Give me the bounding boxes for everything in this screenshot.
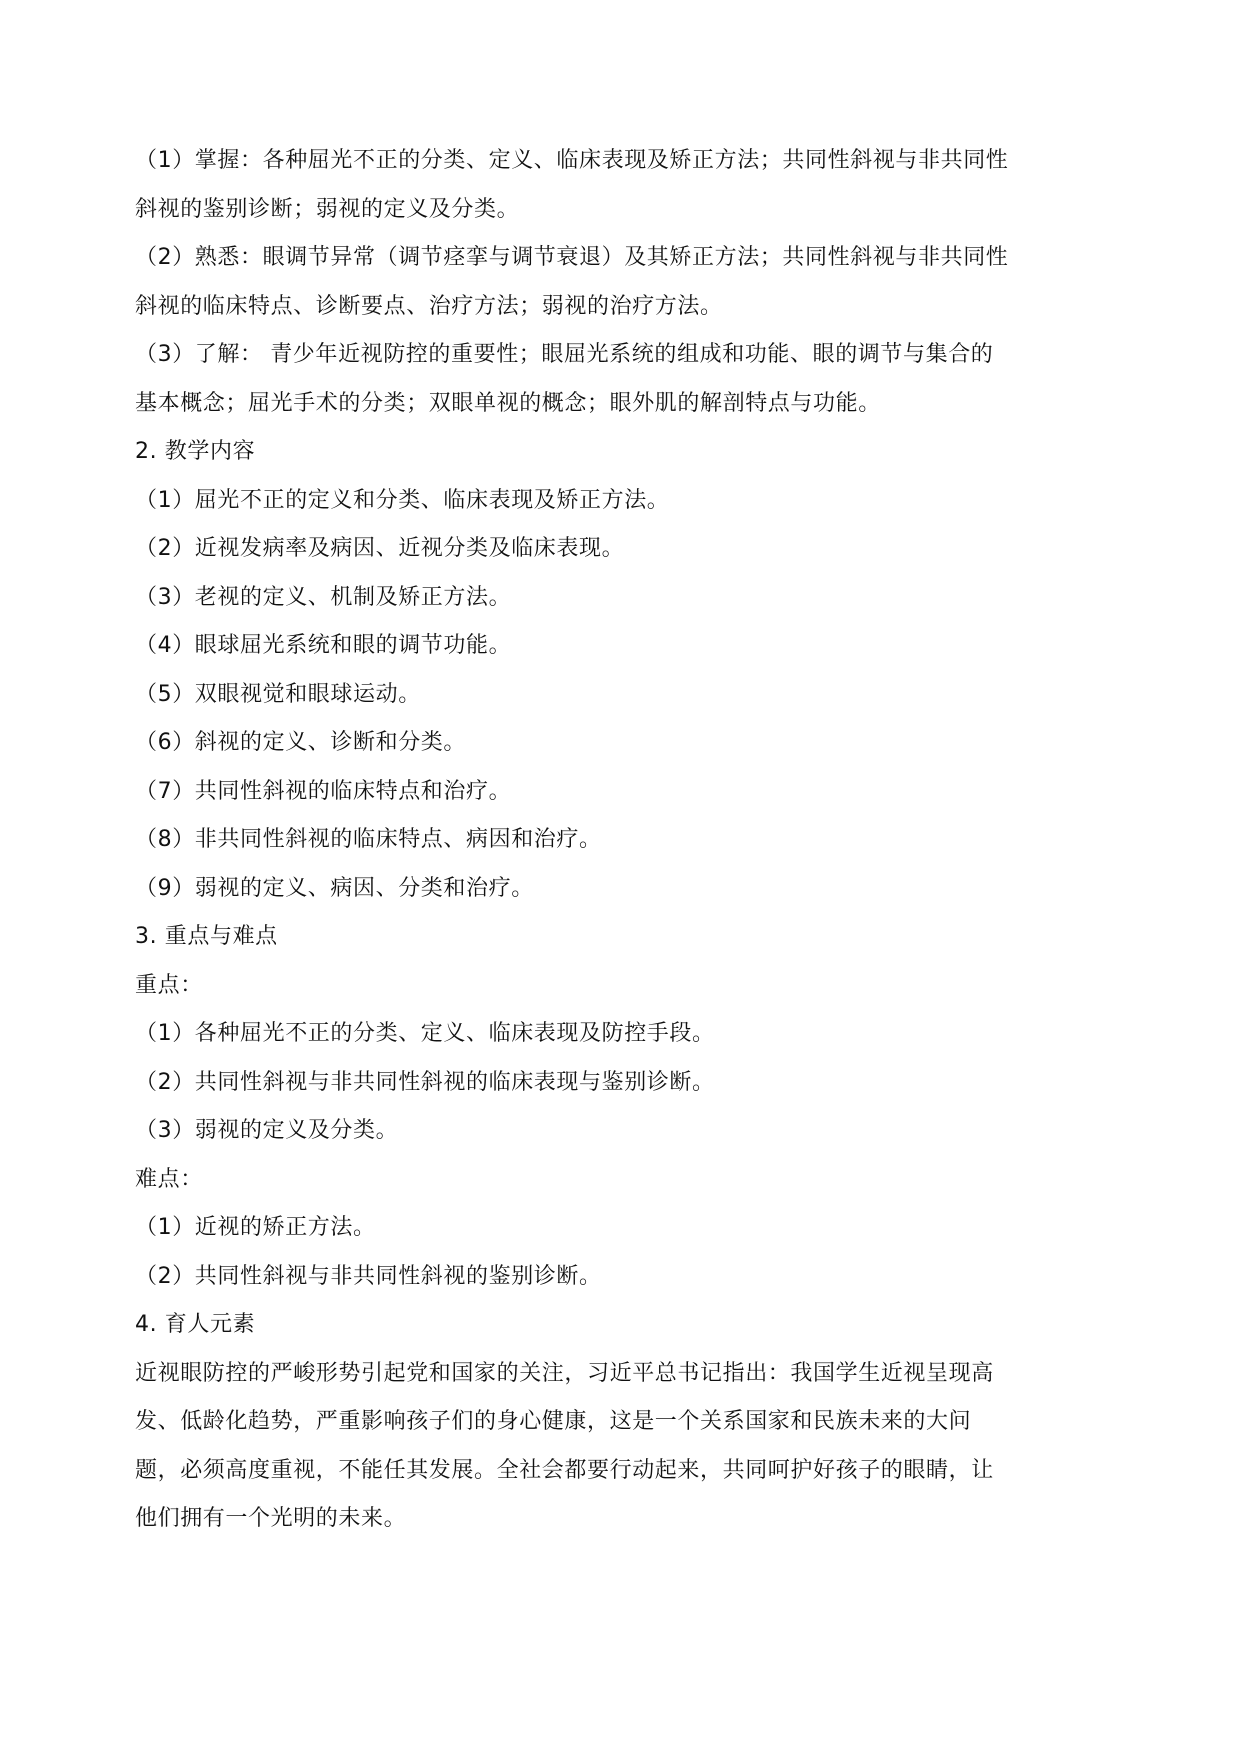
list-item: （7）共同性斜视的临床特点和治疗。	[135, 778, 512, 804]
section-heading-education: 4. 育人元素	[135, 1312, 256, 1337]
objective-understand-line-2: 基本概念；屈光手术的分类；双眼单视的概念；眼外肌的解剖特点与功能。	[135, 390, 881, 416]
list-item: （1）各种屈光不正的分类、定义、临床表现及防控手段。	[135, 1021, 715, 1046]
difficult-points-label: 难点：	[135, 1166, 203, 1192]
education-paragraph-line: 发、低龄化趋势，严重影响孩子们的身心健康，这是一个关系国家和民族未来的大问	[135, 1409, 972, 1434]
objective-familiar-line-1: （2）熟悉：眼调节异常（调节痉挛与调节衰退）及其矫正方法；共同性斜视与非共同性	[135, 245, 1009, 270]
section-heading-key-points: 3. 重点与难点	[135, 924, 278, 949]
education-paragraph-line: 他们拥有一个光明的未来。	[135, 1506, 407, 1531]
list-item: （8）非共同性斜视的临床特点、病因和治疗。	[135, 827, 602, 852]
list-item: （5）双眼视觉和眼球运动。	[135, 681, 421, 707]
list-item: （4）眼球屈光系统和眼的调节功能。	[135, 633, 512, 658]
list-item: （3）弱视的定义及分类。	[135, 1118, 399, 1143]
objective-understand-line-1: （3）了解： 青少年近视防控的重要性；眼屈光系统的组成和功能、眼的调节与集合的	[135, 342, 994, 367]
list-item: （1）屈光不正的定义和分类、临床表现及矫正方法。	[135, 487, 670, 513]
list-item: （2）共同性斜视与非共同性斜视的鉴别诊断。	[135, 1263, 602, 1289]
document-body	[135, 137, 1110, 1544]
key-points-label: 重点：	[135, 972, 203, 998]
list-item: （2）近视发病率及病因、近视分类及临床表现。	[135, 536, 625, 561]
objective-master-line-1: （1）掌握：各种屈光不正的分类、定义、临床表现及矫正方法；共同性斜视与非共同性	[135, 148, 1009, 173]
list-item: （1）近视的矫正方法。	[135, 1215, 376, 1240]
education-paragraph-line: 题，必须高度重视，不能任其发展。全社会都要行动起来，共同呵护好孩子的眼睛，让	[135, 1457, 994, 1483]
list-item: （2）共同性斜视与非共同性斜视的临床表现与鉴别诊断。	[135, 1069, 715, 1095]
objective-master-line-2: 斜视的鉴别诊断；弱视的定义及分类。	[135, 196, 520, 222]
section-heading-teaching-content: 2. 教学内容	[135, 439, 256, 464]
list-item: （3）老视的定义、机制及矫正方法。	[135, 584, 512, 610]
list-item: （9）弱视的定义、病因、分类和治疗。	[135, 875, 534, 901]
list-item: （6）斜视的定义、诊断和分类。	[135, 730, 466, 755]
objective-familiar-line-2: 斜视的临床特点、诊断要点、治疗方法；弱视的治疗方法。	[135, 293, 723, 319]
education-paragraph-line: 近视眼防控的严峻形势引起党和国家的关注，习近平总书记指出：我国学生近视呈现高	[135, 1360, 994, 1386]
